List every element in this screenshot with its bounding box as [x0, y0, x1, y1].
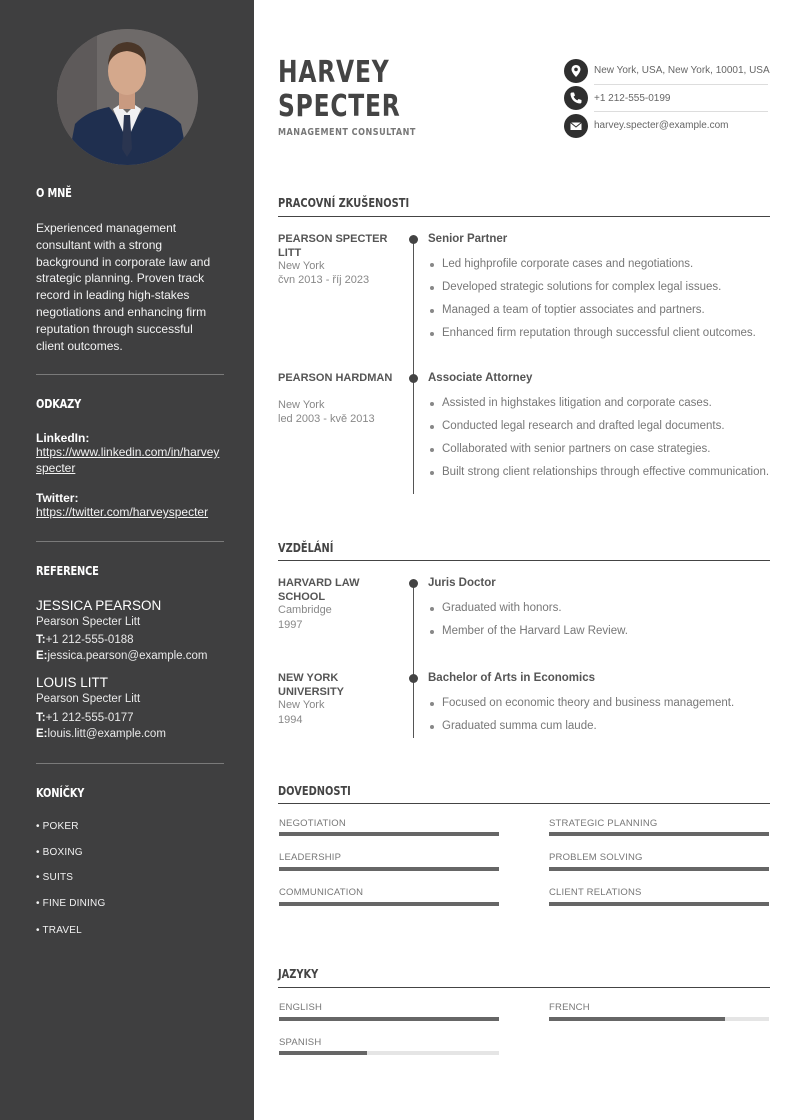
- twitter-link[interactable]: https://twitter.com/harveyspecter: [36, 505, 209, 519]
- hobby-item: • FINE DINING: [36, 898, 106, 909]
- links-heading: ODKAZY: [36, 397, 82, 411]
- skill-bar: [549, 867, 769, 871]
- skill-bar: [279, 902, 499, 906]
- list-item: Enhanced firm reputation through successful client outcomes.: [430, 326, 770, 342]
- hobby-item: • POKER: [36, 821, 79, 832]
- employer-location: New York: [278, 399, 325, 411]
- reference-email: [36, 650, 207, 662]
- about-heading: O MNĚ: [36, 186, 72, 200]
- section-divider: [278, 803, 770, 804]
- list-item: Led highprofile corporate cases and negotiations.: [430, 257, 770, 273]
- job-role: Senior Partner: [428, 233, 508, 245]
- reference-name: JESSICA PEARSON: [36, 598, 162, 613]
- skill-label: NEGOTIATION: [279, 818, 346, 829]
- contact-address: New York, USA, New York, 10001, USA: [594, 65, 770, 76]
- language-bar: [279, 1051, 499, 1055]
- hobbies-heading: KONÍČKY: [36, 786, 85, 800]
- timeline-dot: [409, 235, 418, 244]
- contact-phone: +1 212-555-0199: [594, 93, 671, 104]
- language-bar: [549, 1017, 769, 1021]
- divider: [36, 374, 224, 375]
- envelope-icon: [564, 114, 588, 138]
- employer-name: PEARSON SPECTER LITT: [278, 233, 388, 259]
- section-divider: [278, 216, 770, 217]
- skill-bar-fill: [279, 902, 499, 906]
- skill-bar-fill: [549, 867, 769, 871]
- list-item: Built strong client relationships through effective communication.: [430, 465, 770, 481]
- reference-phone: [36, 712, 134, 724]
- list-item: Assisted in highstakes litigation and corporate cases.: [430, 396, 770, 412]
- language-label: ENGLISH: [279, 1002, 323, 1013]
- map-pin-icon: [564, 59, 588, 83]
- job-role: Associate Attorney: [428, 372, 533, 384]
- sidebar: [0, 0, 254, 1120]
- timeline-line: [413, 583, 414, 738]
- hobby-item: • SUITS: [36, 872, 74, 883]
- employment-dates: led 2003 - kvě 2013: [278, 413, 375, 425]
- experience-heading: PRACOVNÍ ZKUŠENOSTI: [278, 196, 410, 210]
- linkedin-label: LinkedIn:: [36, 431, 90, 445]
- email-label: E:: [36, 650, 48, 662]
- divider: [594, 84, 768, 85]
- twitter-label: Twitter:: [36, 491, 79, 505]
- language-bar: [279, 1017, 499, 1021]
- list-item: Collaborated with senior partners on case strategies.: [430, 442, 770, 458]
- phone-label: T:: [36, 712, 46, 724]
- language-label: FRENCH: [549, 1002, 590, 1013]
- hobby-item: • TRAVEL: [36, 925, 82, 936]
- languages-heading: JAZYKY: [278, 967, 319, 981]
- graduation-year: 1997: [278, 619, 303, 631]
- about-text: Experienced management consultant with a strong background in corporate law and strategic planning. Proven track record in leading high-stakes negotiations and enhancing firm reputation through successful client outcomes.: [36, 221, 211, 353]
- list-item: Focused on economic theory and business management.: [430, 696, 770, 712]
- skill-bar-fill: [549, 832, 769, 836]
- school-location: Cambridge: [278, 604, 332, 616]
- email-value: louis.litt@example.com: [47, 728, 166, 740]
- list-item: Developed strategic solutions for complex legal issues.: [430, 280, 770, 296]
- linkedin-link[interactable]: https://www.linkedin.com/in/harveyspecter: [36, 445, 220, 475]
- school-location: New York: [278, 699, 325, 711]
- list-item: Conducted legal research and drafted legal documents.: [430, 419, 770, 435]
- degree: Juris Doctor: [428, 577, 496, 589]
- employment-dates: čvn 2013 - říj 2023: [278, 274, 370, 286]
- language-bar-fill: [549, 1017, 725, 1021]
- reference-company: Pearson Specter Litt: [36, 616, 141, 628]
- divider: [36, 763, 224, 764]
- skill-bar: [549, 832, 769, 836]
- skill-bar-fill: [279, 867, 499, 871]
- employer-location: New York: [278, 260, 325, 272]
- phone-label: T:: [36, 634, 46, 646]
- graduation-year: 1994: [278, 714, 303, 726]
- skill-label: COMMUNICATION: [279, 887, 364, 898]
- list-item: Managed a team of toptier associates and partners.: [430, 303, 770, 319]
- skill-bar: [279, 867, 499, 871]
- employer-name: PEARSON HARDMAN: [278, 372, 393, 384]
- skill-label: PROBLEM SOLVING: [549, 852, 643, 863]
- timeline-dot: [409, 579, 418, 588]
- email-label: E:: [36, 728, 48, 740]
- skills-heading: DOVEDNOSTI: [278, 784, 351, 798]
- reference-phone: [36, 634, 134, 646]
- skill-bar: [549, 902, 769, 906]
- school-name: HARVARD LAW SCHOOL: [278, 577, 360, 603]
- first-name: HARVEY: [278, 55, 390, 90]
- list-item: Graduated summa cum laude.: [430, 719, 770, 735]
- language-bar-fill: [279, 1051, 367, 1055]
- skill-bar: [279, 832, 499, 836]
- references-heading: REFERENCE: [36, 564, 99, 578]
- education-heading: VZDĚLÁNÍ: [278, 541, 334, 555]
- list-item: Graduated with honors.: [430, 601, 770, 617]
- last-name: SPECTER: [278, 89, 401, 124]
- reference-company: Pearson Specter Litt: [36, 693, 141, 705]
- skill-bar-fill: [279, 832, 499, 836]
- reference-email: [36, 728, 166, 740]
- timeline-dot: [409, 674, 418, 683]
- skill-label: STRATEGIC PLANNING: [549, 818, 658, 829]
- hobby-item: • BOXING: [36, 847, 83, 858]
- language-label: SPANISH: [279, 1037, 322, 1048]
- reference-name: LOUIS LITT: [36, 675, 109, 690]
- school-name: NEW YORK UNIVERSITY: [278, 672, 345, 698]
- timeline-line: [413, 239, 414, 494]
- job-title: MANAGEMENT CONSULTANT: [278, 127, 416, 138]
- degree: Bachelor of Arts in Economics: [428, 672, 595, 684]
- skill-bar-fill: [549, 902, 769, 906]
- list-item: Member of the Harvard Law Review.: [430, 624, 770, 640]
- timeline-dot: [409, 374, 418, 383]
- language-bar-fill: [279, 1017, 499, 1021]
- divider: [594, 111, 768, 112]
- section-divider: [278, 560, 770, 561]
- phone-icon: [564, 86, 588, 110]
- phone-value: +1 212-555-0177: [45, 712, 134, 724]
- section-divider: [278, 987, 770, 988]
- divider: [36, 541, 224, 542]
- skill-label: CLIENT RELATIONS: [549, 887, 642, 898]
- email-value: jessica.pearson@example.com: [47, 650, 208, 662]
- skill-label: LEADERSHIP: [279, 852, 342, 863]
- contact-email: harvey.specter@example.com: [594, 120, 729, 131]
- profile-photo: [57, 29, 198, 165]
- phone-value: +1 212-555-0188: [45, 634, 134, 646]
